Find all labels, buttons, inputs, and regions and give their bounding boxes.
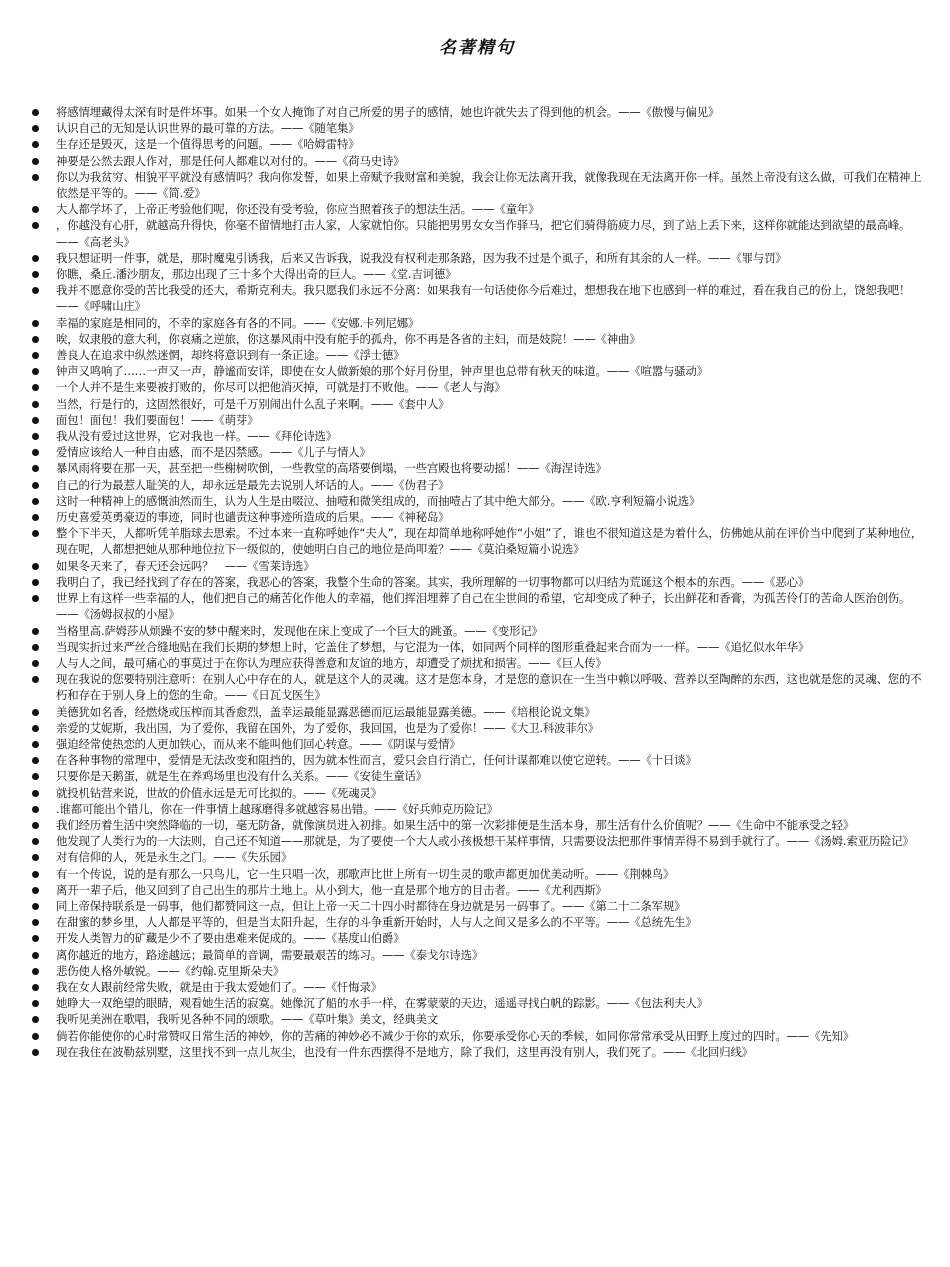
quote-text: 我听见美洲在歌唱，我听见各种不同的颂歌。——《草叶集》美文，经典美文 <box>56 1012 439 1027</box>
bullet-icon <box>32 174 39 181</box>
bullet-icon <box>32 563 39 570</box>
quote-item <box>30 266 924 282</box>
bullet-icon <box>32 741 39 748</box>
bullet-icon <box>32 854 39 861</box>
bullet-icon <box>32 968 39 975</box>
quote-text: 神要是公然去跟人作对，那是任何人都难以对付的。——《荷马史诗》 <box>56 153 405 168</box>
bullet-icon <box>32 871 39 878</box>
quote-text: 她睁大一双绝望的眼睛，观看她生活的寂寞。她像沉了船的水手一样，在雾蒙蒙的天边，遥遥寻找白帆的踪影。——《包法利夫人》 <box>56 996 708 1011</box>
quote-item <box>30 315 924 331</box>
bullet-icon <box>32 465 39 472</box>
quote-item <box>30 396 924 412</box>
bullet-icon <box>32 1049 39 1056</box>
quote-text: 你瞧，桑丘.潘沙朋友，那边出现了三十多个大得出奇的巨人。——《堂.吉诃德》 <box>56 267 457 282</box>
quote-item <box>30 412 924 428</box>
quote-item <box>30 704 924 720</box>
quote-item <box>30 153 924 169</box>
quote-text: 面包！面包！我们要面包！——《萌芽》 <box>56 412 259 427</box>
bullet-icon <box>32 255 39 262</box>
quote-item <box>30 363 924 379</box>
quote-item <box>30 736 924 752</box>
quote-item <box>30 979 924 995</box>
bullet-icon <box>32 206 39 213</box>
quote-item <box>30 914 924 930</box>
quote-item <box>30 720 924 736</box>
bullet-icon <box>32 1033 39 1040</box>
bullet-icon <box>32 984 39 991</box>
bullet-icon <box>32 368 39 375</box>
bullet-icon <box>32 935 39 942</box>
quote-item <box>30 120 924 136</box>
quote-item <box>30 460 924 476</box>
bullet-icon <box>32 919 39 926</box>
quote-list <box>30 104 924 1060</box>
quote-item <box>30 963 924 979</box>
quote-text: 如果冬天来了，春天还会远吗？ ——《雪莱诗选》 <box>56 558 315 573</box>
quote-text: 我们经历着生活中突然降临的一切，毫无防备，就像演员进入初排。如果生活中的第一次彩排便是生活本身，那生活有什么价值呢？——《生命中不能承受之轻》 <box>56 817 855 832</box>
quote-text: 当现实折过来严丝合缝地贴在我们长期的梦想上时，它盖住了梦想，与它混为一体，如同两个同样的图形重叠起来合而为一一样。——《追忆似水年华》 <box>56 639 810 654</box>
bullet-icon <box>32 644 39 651</box>
quote-item <box>30 379 924 395</box>
quote-item <box>30 930 924 946</box>
bullet-icon <box>32 790 39 797</box>
bullet-icon <box>32 903 39 910</box>
quote-item <box>30 785 924 801</box>
quote-text: 悲伤使人格外敏锐。——《约翰.克里斯朵夫》 <box>56 963 285 978</box>
quote-text: 他发现了人类行为的一大法则，自己还不知道——那就是，为了要使一个大人或小孩极想干某样事情，只需要设法把那件事情弄得不易到手就行了。——《汤姆.索亚历险记》 <box>56 834 914 849</box>
quote-item <box>30 1044 924 1060</box>
bullet-icon <box>32 530 39 537</box>
quote-item <box>30 444 924 460</box>
quote-item <box>30 331 924 347</box>
bullet-icon <box>32 822 39 829</box>
bullet-icon <box>32 628 39 635</box>
quote-item <box>30 817 924 833</box>
quote-item <box>30 801 924 817</box>
quote-item <box>30 104 924 120</box>
bullet-icon <box>32 887 39 894</box>
quote-item <box>30 671 924 703</box>
bullet-icon <box>32 141 39 148</box>
bullet-icon <box>32 449 39 456</box>
bullet-icon <box>32 482 39 489</box>
bullet-icon <box>32 125 39 132</box>
quote-text: 倘若你能使你的心时常赞叹日常生活的神妙，你的苦痛的神妙必不减少于你的欢乐，你要承受你心天的季候，如同你常常承受从田野上度过的四时。——《先知》 <box>56 1028 855 1043</box>
quote-text: 现在我住在波勒兹别墅，这里找不到一点儿灰尘，也没有一件东西摆得不是地方，除了我们，这里再没有别人，我们死了。——《北回归线》 <box>56 1044 753 1059</box>
quote-text: 在各种事物的常理中，爱情是无法改变和阻挡的，因为就本性而言，爱只会自行消亡，任何计谋都难以使它逆转。——《十日谈》 <box>56 753 697 768</box>
quote-item <box>30 623 924 639</box>
quote-item <box>30 639 924 655</box>
quote-item <box>30 525 924 557</box>
bullet-icon <box>32 676 39 683</box>
bullet-icon <box>32 1016 39 1023</box>
quote-item <box>30 752 924 768</box>
quote-text: 将感情埋藏得太深有时是件坏事。如果一个女人掩饰了对自己所爱的男子的感情，她也许就失去了得到他的机会。——《傲慢与偏见》 <box>56 105 720 119</box>
quote-text: 有一个传说，说的是有那么一只鸟儿，它一生只唱一次，那歌声比世上所有一切生灵的歌声都更加优美动听。——《荆棘鸟》 <box>56 866 675 881</box>
quote-text: 亲爱的艾妮斯，我出国，为了爱你，我留在国外，为了爱你，我回国，也是为了爱你！——《大卫.科波菲尔》 <box>56 720 600 735</box>
quote-item <box>30 250 924 266</box>
bullet-icon <box>32 401 39 408</box>
quote-item <box>30 898 924 914</box>
bullet-icon <box>32 433 39 440</box>
quote-text: 我并不愿意你受的苦比我受的还大，希斯克利夫。我只愿我们永远不分离：如果我有一句话使你今后难过，想想我在地下也感到一样的难过，看在我自己的份上，饶恕我吧！——《呼啸山庄》 <box>56 283 911 314</box>
quote-item <box>30 947 924 963</box>
quote-text: 这时一种精神上的感慨油然而生，认为人生是由啜泣、抽噎和微笑组成的，而抽噎占了其中绝大部分。——《欧.亨利短篇小说选》 <box>56 493 701 508</box>
quote-item <box>30 882 924 898</box>
bullet-icon <box>32 384 39 391</box>
quote-text: 我只想证明一件事，就是，那时魔鬼引诱我，后来又告诉我，说我没有权利走那条路，因为我不过是个虱子，和所有其余的人一样。——《罪与罚》 <box>56 250 787 265</box>
quote-item <box>30 1028 924 1044</box>
bullet-icon <box>32 109 39 116</box>
bullet-icon <box>32 1000 39 1007</box>
bullet-icon <box>32 952 39 959</box>
bullet-icon <box>32 498 39 505</box>
quote-text: .谁都可能出个错儿，你在一件事情上越琢磨得多就越容易出错。——《好兵帅克历险记》 <box>56 801 498 816</box>
quote-item <box>30 655 924 671</box>
bullet-icon <box>32 222 39 229</box>
bullet-icon <box>32 725 39 732</box>
quote-text: 自己的行为最惹人耻笑的人，却永远是最先去说别人坏话的人。——《伪君子》 <box>56 477 450 492</box>
quote-item <box>30 768 924 784</box>
bullet-icon <box>32 595 39 602</box>
bullet-icon <box>32 417 39 424</box>
quote-text: 认识自己的无知是认识世界的最可靠的方法。——《随笔集》 <box>56 121 360 136</box>
quote-text: 现在我说的您要特别注意听：在别人心中存在的人，就是这个人的灵魂。这才是您本身，才是您的意识在一生当中赖以呼吸、营养以至陶醉的东西，这也就是您的灵魂、您的不朽和存在于别人身上的您的生命。——《日瓦戈医生》 <box>56 672 922 703</box>
quote-text: 暴风雨将要在那一天，甚至把一些榭树吹倒，一些教堂的高塔要倒塌，一些宫殿也将要动摇！——《海涅诗选》 <box>56 461 607 476</box>
quote-text: 幸福的家庭是相同的，不幸的家庭各有各的不同。——《安娜.卡列尼娜》 <box>56 315 420 330</box>
quote-item <box>30 169 924 201</box>
quote-item <box>30 849 924 865</box>
quote-item <box>30 833 924 849</box>
quote-text: 爱情应该给人一种自由感，而不是囚禁感。——《儿子与情人》 <box>56 445 371 460</box>
quote-item <box>30 866 924 882</box>
quote-text: 当然，行是行的，这固然很好，可是千万别闹出什么乱子来啊。——《套中人》 <box>56 396 450 411</box>
bullet-icon <box>32 158 39 165</box>
quote-item <box>30 428 924 444</box>
quote-item <box>30 590 924 622</box>
bullet-icon <box>32 806 39 813</box>
quote-item <box>30 201 924 217</box>
quote-text: 当格里高.萨姆莎从烦躁不安的梦中醒来时，发现他在床上变成了一个巨大的跳蚤。——《变形记》 <box>56 623 543 638</box>
bullet-icon <box>32 838 39 845</box>
bullet-icon <box>32 271 39 278</box>
quote-text: 我在女人跟前经常失败，就是由于我太爱她们了。——《忏悔录》 <box>56 979 382 994</box>
bullet-icon <box>32 757 39 764</box>
bullet-icon <box>32 660 39 667</box>
quote-text: 我从没有爱过这世界，它对我也一样。——《拜伦诗选》 <box>56 429 338 444</box>
bullet-icon <box>32 352 39 359</box>
bullet-icon <box>32 514 39 521</box>
bullet-icon <box>32 773 39 780</box>
quote-text: ，你越没有心肝，就越高升得快，你毫不留情地打击人家，人家就怕你。只能把男男女女当作驿马，把它们骑得筋疲力尽，到了站上丢下来，这样你就能达到欲望的最高峰。——《高老头》 <box>56 218 911 249</box>
quote-text: 离开一辈子后，他又回到了自己出生的那片土地上。从小到大，他一直是那个地方的目击者。——《尤利西斯》 <box>56 882 607 897</box>
bullet-icon <box>32 336 39 343</box>
quote-item <box>30 493 924 509</box>
quote-text: 整个下半天，人都听凭羊脂球去思索。不过本来一直称呼她作“夫人”，现在却简单地称呼她作“小姐”了，谁也不很知道这是为着什么，仿佛她从前在评价当中爬到了某种地位，现在呢，人都想把她从那种地位拉下一级似的，使她明白自己的地位是尚叩羞？——《莫泊桑短篇小说选》 <box>56 526 923 557</box>
quote-text: 我明白了，我已经找到了存在的答案，我恶心的答案，我整个生命的答案。其实，我所理解的一切事物都可以归结为荒诞这个根本的东西。——《恶心》 <box>56 574 810 589</box>
quote-text: 只要你是天鹅蛋，就是生在养鸡场里也没有什么关系。——《安徒生童话》 <box>56 769 427 784</box>
bullet-icon <box>32 709 39 716</box>
quote-text: 大人都学坏了，上帝正考验他们呢，你还没有受考验，你应当照着孩子的想法生活。——《童年》 <box>56 202 540 217</box>
quote-item <box>30 558 924 574</box>
quote-text: 一个人并不是生来要被打败的，你尽可以把他消灭掉，可就是打不败他。——《老人与海》 <box>56 380 506 395</box>
quote-text: 善良人在追求中纵然迷惘，却终将意识到有一条正途。——《浮士德》 <box>56 348 405 363</box>
quote-text: 生存还是毁灭，这是一个值得思考的问题。——《哈姆雷特》 <box>56 137 360 152</box>
bullet-icon <box>32 320 39 327</box>
quote-item <box>30 347 924 363</box>
quote-text: 就投机钻营来说，世故的价值永远是无可比拟的。——《死魂灵》 <box>56 785 382 800</box>
quote-text: 对有信仰的人，死是永生之门。——《失乐园》 <box>56 850 293 865</box>
bullet-icon <box>32 287 39 294</box>
quote-item <box>30 136 924 152</box>
quote-text: 强迫经常使热恋的人更加铁心，而从来不能叫他们回心转意。——《阴谋与爱情》 <box>56 736 461 751</box>
quote-text: 在甜蜜的梦乡里，人人都是平等的，但是当太阳升起，生存的斗争重新开始时，人与人之间又是多么的不平等。——《总统先生》 <box>56 915 697 930</box>
quote-text: 离你越近的地方，路途越远；最简单的音调，需要最艰苦的练习。——《泰戈尔诗选》 <box>56 947 484 962</box>
quote-item <box>30 995 924 1011</box>
quote-text: 世界上有这样一些幸福的人，他们把自己的痛苦化作他人的幸福，他们挥泪埋葬了自己在尘世间的希望，它却变成了种子，长出鲜花和香膏，为孤苦伶仃的苦命人医治创伤。——《汤姆叔叔的小屋》 <box>56 591 911 622</box>
quote-item <box>30 477 924 493</box>
quote-item <box>30 509 924 525</box>
quote-text: 美德犹如名香，经燃烧或压榨而其香愈烈，盖幸运最能显露恶德而厄运最能显露美德。——《培根论说文集》 <box>56 704 596 719</box>
quote-text: 人与人之间，最可痛心的事莫过于在你认为理应获得善意和友谊的地方，却遭受了烦扰和损害。——《巨人传》 <box>56 655 607 670</box>
bullet-icon <box>32 579 39 586</box>
quote-text: 你以为我贫穷、相貌平平就没有感情吗？我向你发誓，如果上帝赋予我财富和美貌，我会让你无法离开我，就像我现在无法离开你一样。虽然上帝没有这么做，可我们在精神上依然是平等的。——《简.爱》 <box>56 169 922 201</box>
page-title: 名著精句 <box>439 38 515 58</box>
quote-text: 开发人类智力的矿藏是少不了要由患难来促成的。——《基度山伯爵》 <box>56 931 405 946</box>
quote-item <box>30 282 924 314</box>
quote-text: 历史喜爱英勇豪迈的事迹，同时也谴责这种事迹所造成的后果。——《神秘岛》 <box>56 510 450 525</box>
quote-item <box>30 1011 924 1027</box>
quote-text: 同上帝保持联系是一码事，他们都赞同这一点，但让上帝一天二十四小时都待在身边就是另一码事了。——《第二十二条军规》 <box>56 898 686 913</box>
quote-text: 唉，奴隶般的意大利，你哀痛之逆旅，你这暴风雨中没有舵手的孤舟，你不再是各省的主妇，而是妓院！——《神曲》 <box>56 331 641 346</box>
quote-item <box>30 217 924 249</box>
quote-item <box>30 574 924 590</box>
quote-text: 钟声又鸣响了……一声又一声，静谧而安详，即使在女人做新娘的那个好月份里，钟声里也总带有秋天的味道。——《喧嚣与骚动》 <box>56 364 708 379</box>
